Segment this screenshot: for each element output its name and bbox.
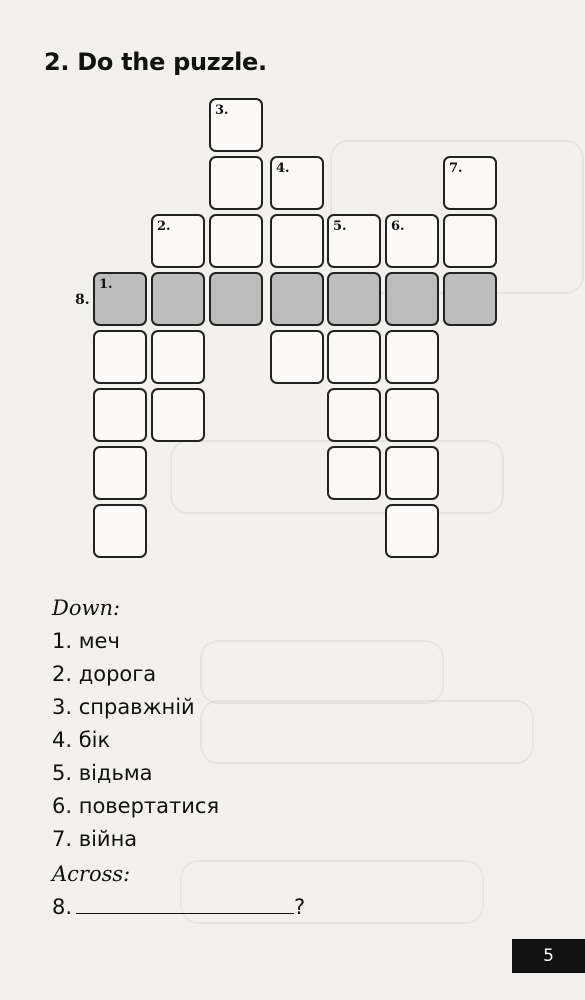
answer-blank[interactable] xyxy=(76,891,294,914)
across-clue-8-number: 8. xyxy=(52,895,73,919)
crossword-cell[interactable] xyxy=(93,272,147,326)
page-number-badge: 5 xyxy=(512,939,585,973)
crossword-cell[interactable] xyxy=(151,272,205,326)
crossword-cell[interactable] xyxy=(93,388,147,442)
crossword-cell[interactable] xyxy=(385,214,439,268)
down-clue-5: 5. відьма xyxy=(52,761,153,785)
down-heading: Down: xyxy=(52,596,121,620)
crossword-cell[interactable] xyxy=(151,330,205,384)
clue-number-7: 7. xyxy=(449,161,463,176)
down-clue-3: 3. справжній xyxy=(52,695,195,719)
crossword-cell[interactable] xyxy=(443,214,497,268)
down-clue-6: 6. повертатися xyxy=(52,794,220,818)
crossword-cell[interactable] xyxy=(270,272,324,326)
crossword-cell[interactable] xyxy=(209,272,263,326)
across-heading: Across: xyxy=(52,862,131,886)
crossword-cell[interactable] xyxy=(327,388,381,442)
clue-number-4: 4. xyxy=(276,161,290,176)
clue-number-3: 3. xyxy=(215,103,229,118)
crossword-cell[interactable] xyxy=(327,446,381,500)
crossword-cell[interactable] xyxy=(385,272,439,326)
crossword-cell[interactable] xyxy=(270,156,324,210)
crossword-cell[interactable] xyxy=(385,446,439,500)
down-clue-7: 7. війна xyxy=(52,827,138,851)
clue-number-1: 1. xyxy=(99,277,113,292)
crossword-cell[interactable] xyxy=(270,214,324,268)
down-clue-4: 4. бік xyxy=(52,728,111,752)
crossword-cell[interactable] xyxy=(443,272,497,326)
crossword-cell[interactable] xyxy=(209,156,263,210)
crossword-cell[interactable] xyxy=(93,504,147,558)
crossword-cell[interactable] xyxy=(93,446,147,500)
across-clue-8 xyxy=(52,891,532,924)
crossword-cell[interactable] xyxy=(385,330,439,384)
crossword-cell[interactable] xyxy=(327,272,381,326)
crossword-cell[interactable] xyxy=(327,214,381,268)
down-clue-2: 2. дорога xyxy=(52,662,157,686)
crossword-cell[interactable] xyxy=(327,330,381,384)
clue-number-2: 2. xyxy=(157,219,171,234)
exercise-title: 2. Do the puzzle. xyxy=(44,48,267,76)
down-clue-1: 1. меч xyxy=(52,629,120,653)
across-clue-8-question-mark: ? xyxy=(294,895,306,919)
crossword-cell[interactable] xyxy=(151,388,205,442)
crossword-cell[interactable] xyxy=(385,504,439,558)
crossword-cell[interactable] xyxy=(270,330,324,384)
crossword-cell[interactable] xyxy=(209,214,263,268)
crossword-cell[interactable] xyxy=(385,388,439,442)
crossword-cell[interactable] xyxy=(209,98,263,152)
clues-section xyxy=(52,592,532,924)
crossword-cell[interactable] xyxy=(443,156,497,210)
clue-number-5: 5. xyxy=(333,219,347,234)
crossword-cell[interactable] xyxy=(151,214,205,268)
crossword-cell[interactable] xyxy=(93,330,147,384)
across-8-label: 8. xyxy=(75,292,90,308)
clue-number-6: 6. xyxy=(391,219,405,234)
